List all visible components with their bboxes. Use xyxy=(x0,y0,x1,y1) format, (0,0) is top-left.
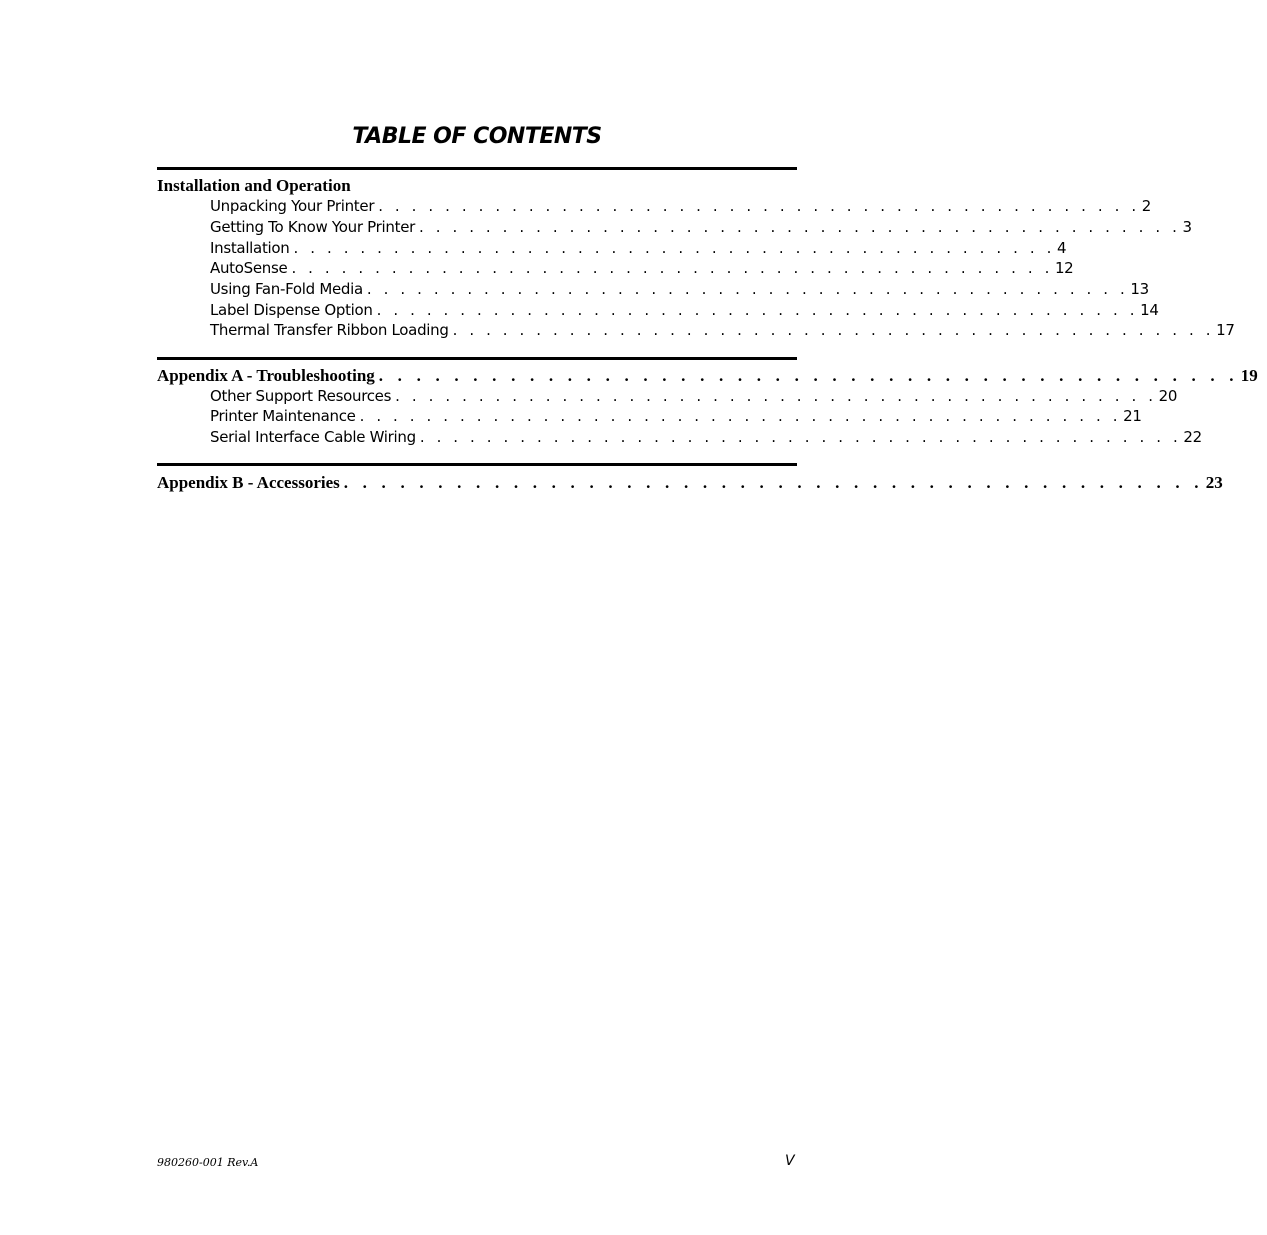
toc-entry-label: Other Support Resources xyxy=(210,387,392,405)
dot-leader: . . . . . . . . . . . . . . . . . . . . . . . . . . . . . . . . . . . . . . . . . . . . . . xyxy=(452,321,1215,339)
section-heading-appendix-b[interactable] xyxy=(157,472,1223,493)
toc-entry[interactable] xyxy=(210,217,1192,238)
section-rule xyxy=(157,167,797,170)
section-heading-page: 19 xyxy=(1240,366,1258,385)
dot-leader: . . . . . . . . . . . . . . . . . . . . . . . . . . . . . . . . . . . . . . . . . . . . . . xyxy=(395,387,1157,405)
section-rule xyxy=(157,357,797,360)
dot-leader: . . . . . . . . . . . . . . . . . . . . . . . . . . . . . . . . . . . . . . . . . . . . . . xyxy=(378,366,1239,385)
toc-entry[interactable] xyxy=(210,427,1202,448)
dot-leader: . . . . . . . . . . . . . . . . . . . . . . . . . . . . . . . . . . . . . . . . . . . . . . xyxy=(378,197,1140,215)
dot-leader: . . . . . . . . . . . . . . . . . . . . . . . . . . . . . . . . . . . . . . . . . . . . . . xyxy=(359,407,1122,425)
dot-leader: . . . . . . . . . . . . . . . . . . . . . . . . . . . . . . . . . . . . . . . . . . . . . . xyxy=(343,473,1204,492)
toc-entry-label: Installation xyxy=(210,239,290,257)
toc-entry-label: Label Dispense Option xyxy=(210,301,373,319)
section-rule xyxy=(157,463,797,466)
toc-entry-page: 20 xyxy=(1158,387,1178,405)
page-number: V xyxy=(785,1153,795,1169)
toc-entry-page: 4 xyxy=(1056,239,1067,257)
toc-entry-page: 13 xyxy=(1130,280,1149,298)
toc-entry-page: 3 xyxy=(1182,218,1192,236)
section-heading-label: Installation and Operation xyxy=(157,176,351,195)
dot-leader: . . . . . . . . . . . . . . . . . . . . . . . . . . . . . . . . . . . . . . . . . . . . . . xyxy=(366,280,1129,298)
section-heading-appendix-a[interactable] xyxy=(157,365,1258,386)
toc-entry[interactable] xyxy=(210,386,1178,407)
section-heading-label: Appendix A - Troubleshooting xyxy=(157,366,375,385)
toc-entry-label: Unpacking Your Printer xyxy=(210,197,375,215)
toc-entry-page: 21 xyxy=(1123,407,1142,425)
dot-leader: . . . . . . . . . . . . . . . . . . . . . . . . . . . . . . . . . . . . . . . . . . . . . . xyxy=(418,218,1181,236)
toc-entry-label: Printer Maintenance xyxy=(210,407,356,425)
toc-entry-label: Serial Interface Cable Wiring xyxy=(210,428,416,446)
dot-leader: . . . . . . . . . . . . . . . . . . . . . . . . . . . . . . . . . . . . . . . . . . . . . . xyxy=(419,428,1182,446)
toc-entry-page: 22 xyxy=(1183,428,1202,446)
toc-entry[interactable] xyxy=(210,238,1067,259)
section-heading-page: 23 xyxy=(1205,473,1223,492)
toc-entry[interactable] xyxy=(210,258,1074,279)
toc-entry-label: Thermal Transfer Ribbon Loading xyxy=(210,321,449,339)
section-heading-label: Appendix B - Accessories xyxy=(157,473,340,492)
toc-entry[interactable] xyxy=(210,196,1151,217)
toc-entry[interactable] xyxy=(210,300,1159,321)
toc-entry-page: 12 xyxy=(1054,259,1074,277)
toc-entry-label: Getting To Know Your Printer xyxy=(210,218,415,236)
toc-entry-label: AutoSense xyxy=(210,259,288,277)
toc-entry-label: Using Fan-Fold Media xyxy=(210,280,363,298)
toc-entry[interactable] xyxy=(210,279,1149,300)
toc-entry-page: 17 xyxy=(1216,321,1235,339)
section-heading-installation[interactable] xyxy=(157,175,714,196)
toc-entry[interactable] xyxy=(210,406,1142,427)
toc-entry-page: 14 xyxy=(1140,301,1159,319)
dot-leader: . . . . . . . . . . . . . . . . . . . . . . . . . . . . . . . . . . . . . . . . . . . . . . xyxy=(293,239,1055,257)
dot-leader: . . . . . . . . . . . . . . . . . . . . . . . . . . . . . . . . . . . . . . . . . . . . . . xyxy=(291,259,1053,277)
document-code: 980260-001 Rev.A xyxy=(157,1156,259,1169)
page-title: TABLE OF CONTENTS xyxy=(352,124,602,149)
toc-entry-page: 2 xyxy=(1141,197,1151,215)
toc-entry[interactable] xyxy=(210,320,1235,341)
dot-leader: . . . . . . . . . . . . . . . . . . . . . . . . . . . . . . . . . . . . . . . . . . . . . . xyxy=(376,301,1139,319)
